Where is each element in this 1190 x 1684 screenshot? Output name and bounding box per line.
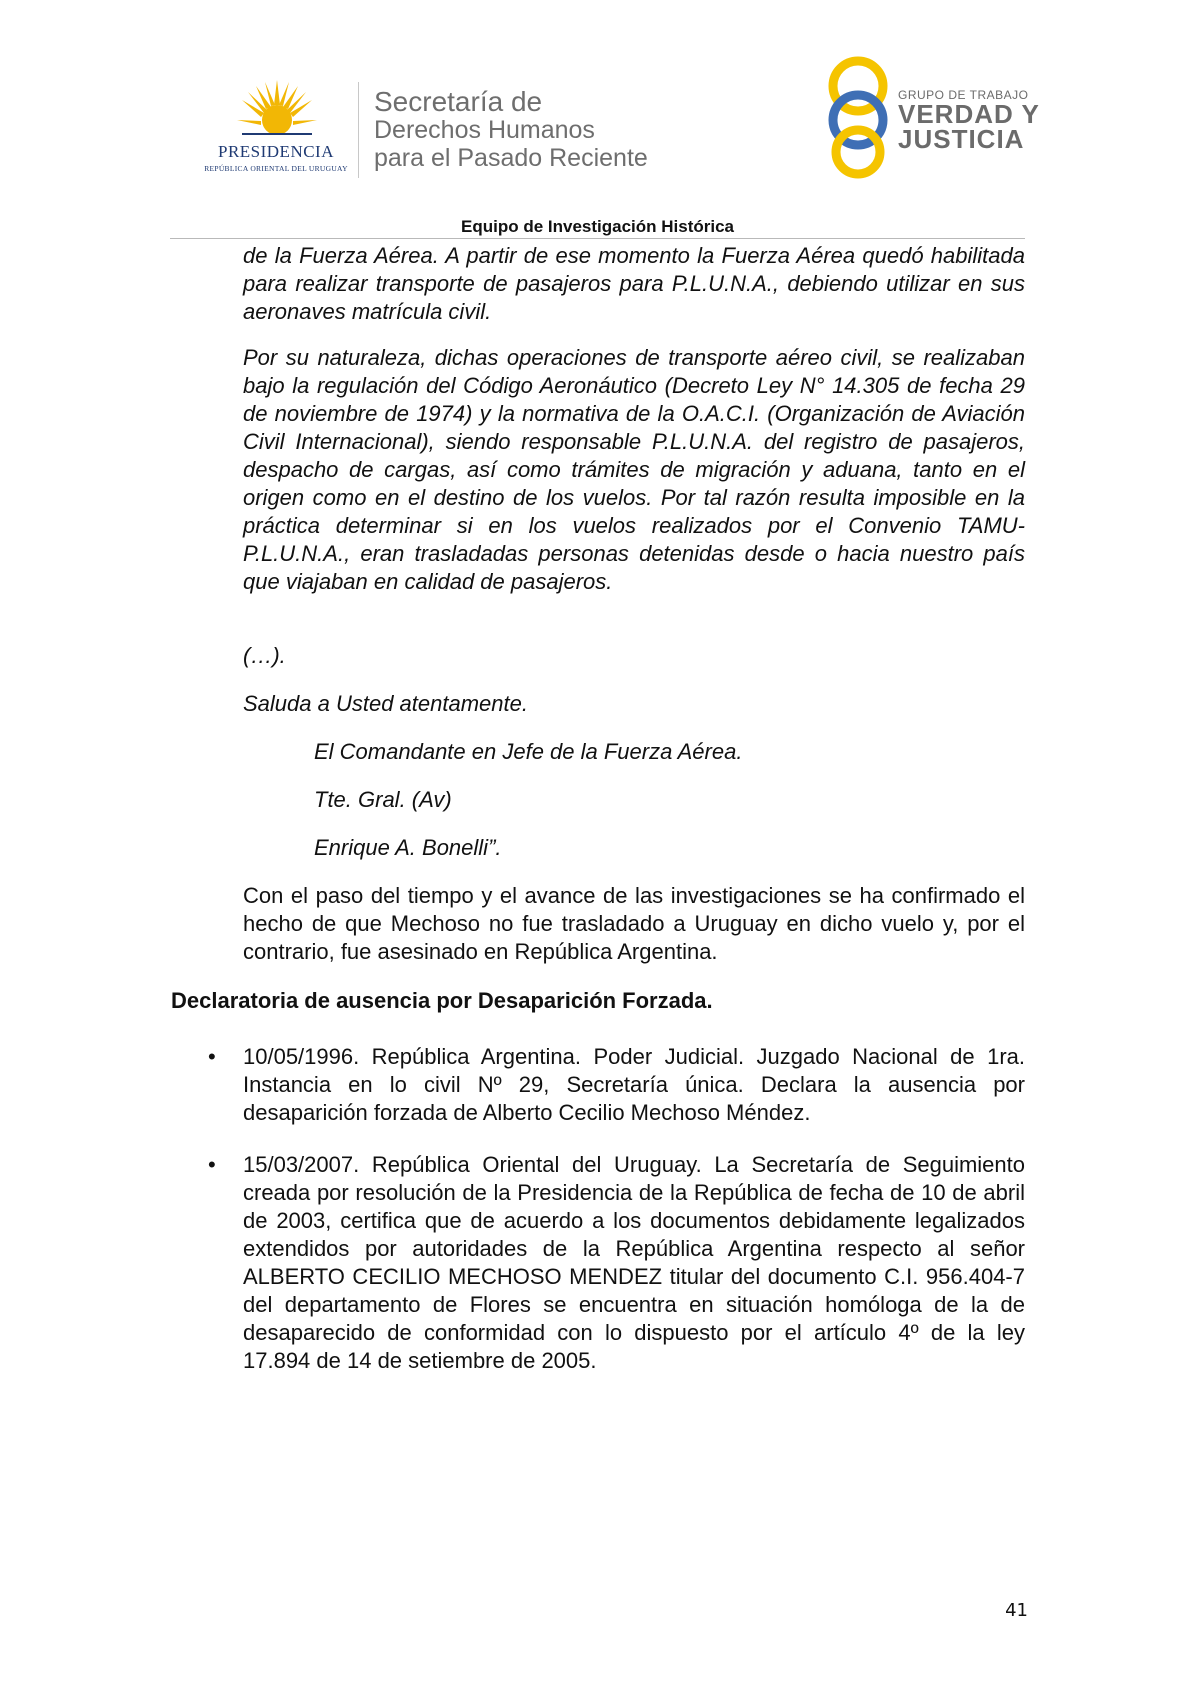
bullet-1-marker: • (208, 1044, 216, 1069)
grupo-line-1: VERDAD Y (898, 99, 1040, 129)
bullet-2-marker: • (208, 1152, 216, 1177)
presidencia-logo (196, 78, 356, 178)
bullet-2-text: 15/03/2007. República Oriental del Uruguay. La Secretaría de Seguimiento creada por resolución de la Presidencia de la República de fecha de 10 de abril de 2003, certifica que de acuerdo a los documentos debidamente legalizados extendidos por autoridades de la República Argentina respecto al señor ALBERTO CECILIO MECHOSO MENDEZ titular del documento C.I. 956.404-7 del departamento de Flores se encuentra en situación homóloga de la de desaparecido de conformidad con lo dispuesto por el artículo 4º de la ley 17.894 de 14 de setiembre de 2005. (243, 1152, 1025, 1373)
secretaria-title (374, 88, 648, 172)
presidencia-subtitle: REPÚBLICA ORIENTAL DEL URUGUAY (204, 164, 348, 173)
ellipsis: (…). (243, 643, 286, 668)
closing-greeting: Saluda a Usted atentamente. (243, 691, 528, 716)
sun-of-may-icon (236, 78, 318, 144)
signature-line-2: Tte. Gral. (Av) (314, 787, 452, 812)
grupo-small-label: GRUPO DE TRABAJO (898, 88, 1029, 102)
grupo-line-2: JUSTICIA (898, 124, 1025, 154)
secretaria-line-3: para el Pasado Reciente (374, 144, 648, 172)
bullet-1-text: 10/05/1996. República Argentina. Poder Judicial. Juzgado Nacional de 1ra. Instancia en lo civil Nº 29, Secretaría única. Declara la ausencia por desaparición forzada de Alberto Cecilio Mechoso Méndez. (243, 1044, 1025, 1125)
signature-line-1: El Comandante en Jefe de la Fuerza Aérea. (314, 739, 743, 764)
team-heading: Equipo de Investigación Histórica (461, 217, 734, 236)
secretaria-line-2: Derechos Humanos (374, 116, 595, 144)
header-divider (358, 82, 359, 178)
header-rule (170, 238, 1025, 239)
page-number: 41 (1005, 1600, 1028, 1621)
secretaria-line-1: Secretaría de (374, 86, 543, 117)
paragraph-3: Con el paso del tiempo y el avance de las investigaciones se ha confirmado el hecho de que Mechoso no fue trasladado a Uruguay en dicho vuelo y, por el contrario, fue asesinado en República Argentina. (243, 883, 1025, 964)
signature-line-3: Enrique A. Bonelli”. (314, 835, 502, 860)
section-heading: Declaratoria de ausencia por Desaparición Forzada. (171, 988, 713, 1013)
grupo-trabajo-title (898, 88, 1040, 152)
paragraph-1: de la Fuerza Aérea. A partir de ese momento la Fuerza Aérea quedó habilitada para realizar transporte de pasajeros para P.L.U.N.A., debiendo utilizar en sus aeronaves matrícula civil. (243, 243, 1025, 324)
paragraph-2: Por su naturaleza, dichas operaciones de transporte aéreo civil, se realizaban bajo la regulación del Código Aeronáutico (Decreto Ley N° 14.305 de fecha 29 de noviembre de 1974) y la normativa de la O.A.C.I. (Organización de Aviación Civil Internacional), siendo responsable P.L.U.N.A. del registro de pasajeros, despacho de cargas, así como trámites de migración y aduana, tanto en el origen como en el destino de los vuelos. Por tal razón resulta imposible en la práctica determinar si en los vuelos realizados por el Convenio TAMU- P.L.U.N.A., eran trasladadas personas detenidas desde o hacia nuestro país que viajaban en calidad de pasajeros. (243, 345, 1025, 594)
presidencia-name: PRESIDENCIA (217, 142, 334, 161)
